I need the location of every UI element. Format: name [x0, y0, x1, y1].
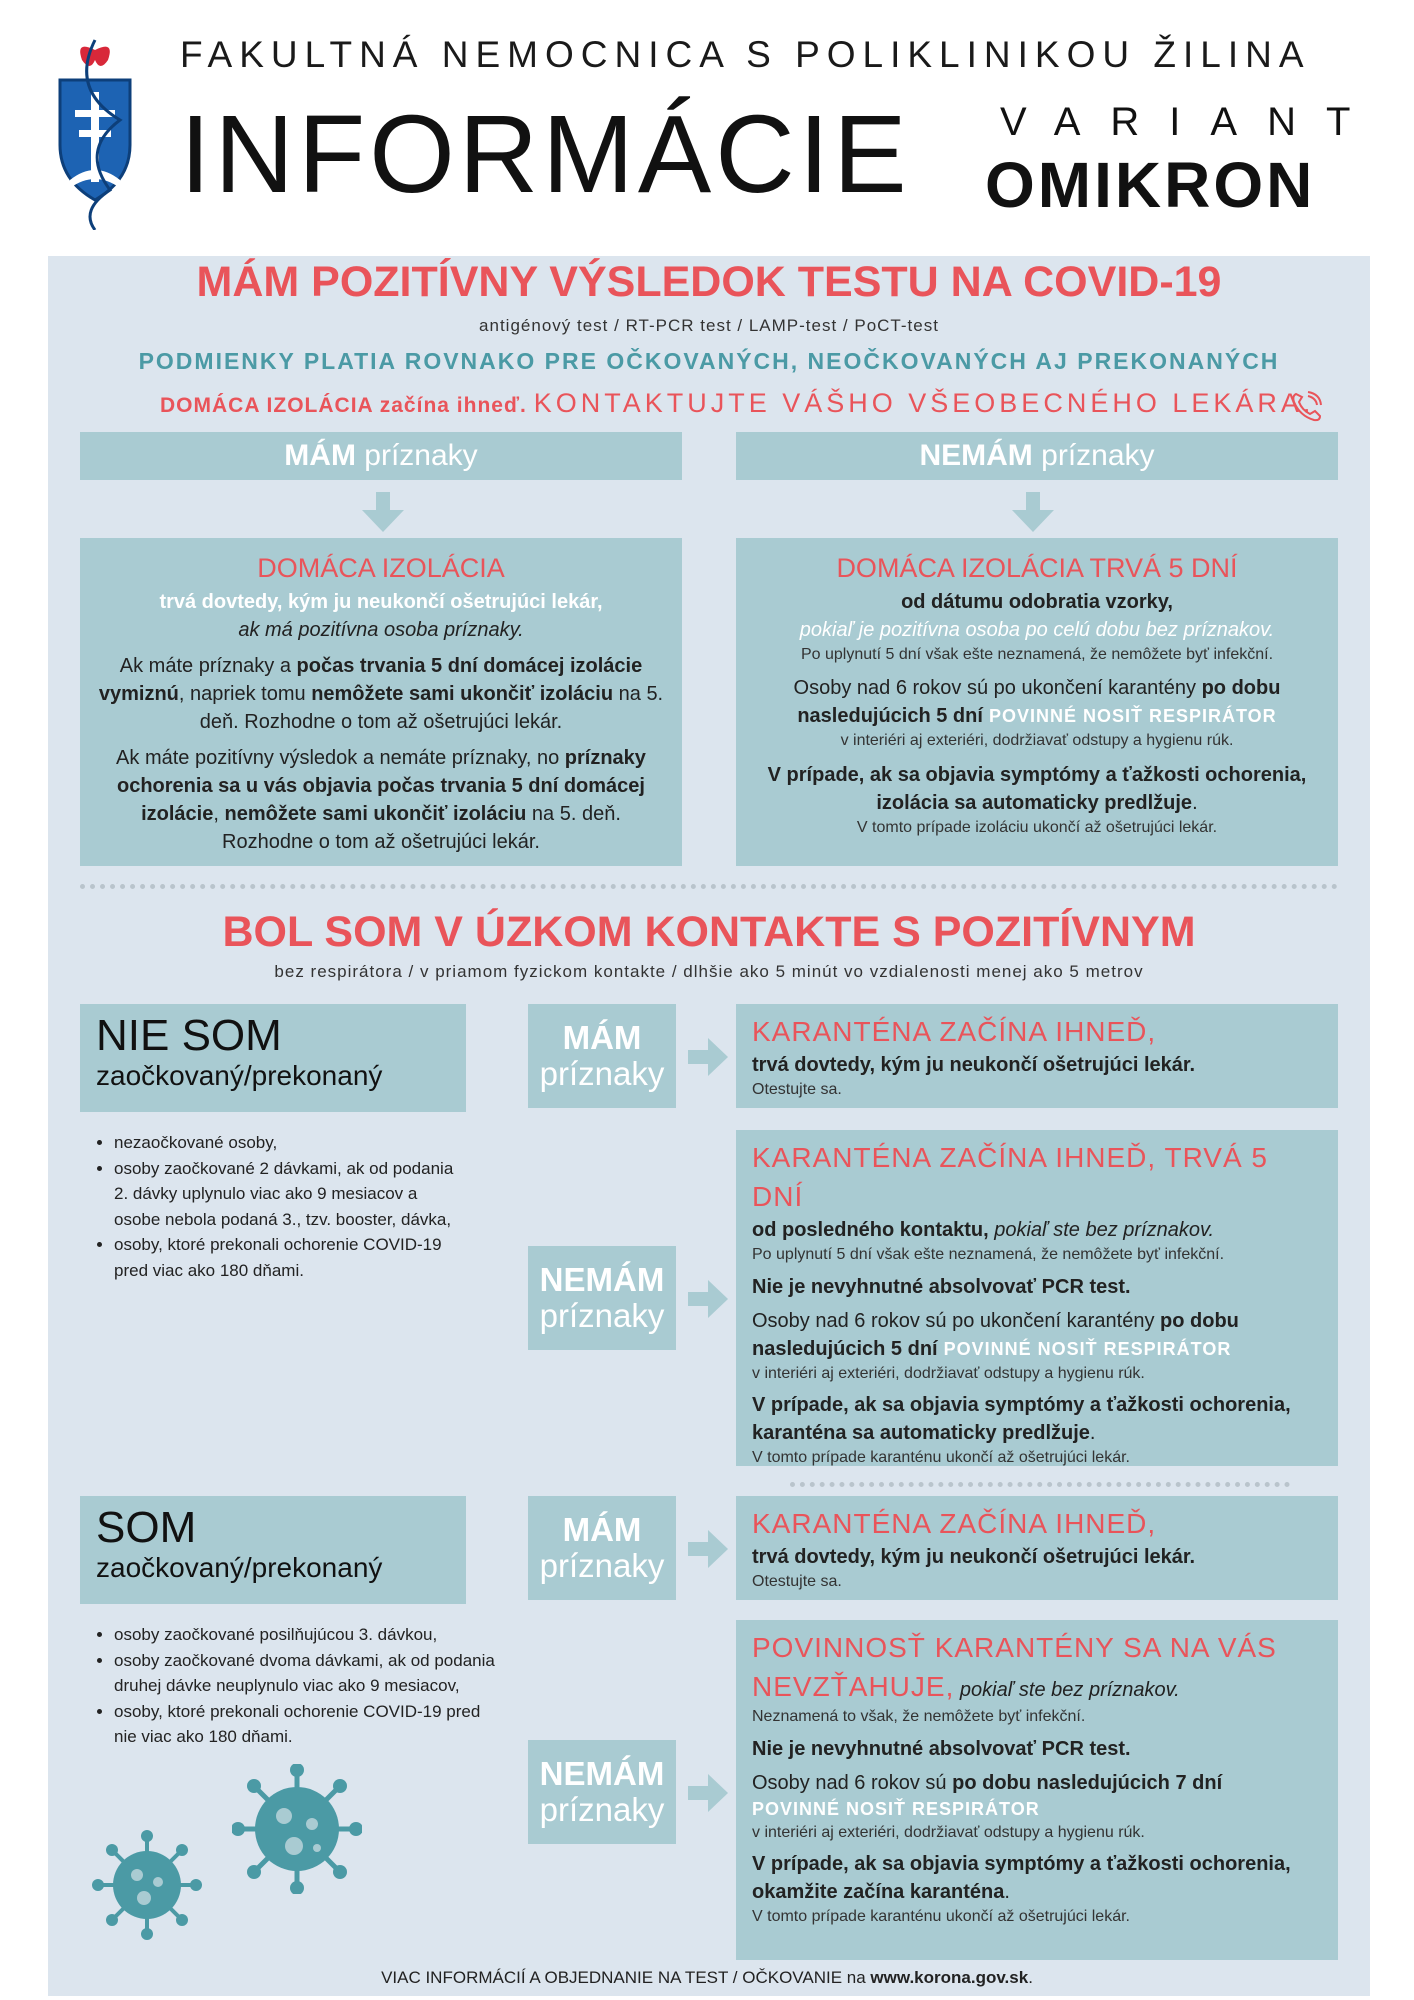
arrow-right-icon — [688, 1774, 728, 1817]
footer: VIAC INFORMÁCIÍ A OBJEDNANIE NA TEST / OČKOVANIE na www.korona.gov.sk. — [381, 1968, 1033, 1987]
variant-name: OMIKRON — [985, 149, 1316, 221]
list-item: • osoby zaočkované posilňujúcou 3. dávkou, — [114, 1622, 502, 1648]
list-item: • osoby zaočkované dvoma dávkami, ak od podania druhej dávke neuplynulo viac ako 9 mesiacov, — [114, 1648, 502, 1699]
phone-icon — [1288, 388, 1324, 424]
arrow-right-icon — [688, 1530, 728, 1573]
conditions-text: PODMIENKY PLATIA ROVNAKO PRE OČKOVANÝCH, NEOČKOVANÝCH AJ PREKONANÝCH — [138, 348, 1280, 374]
contact-title: BOL SOM V ÚZKOM KONTAKTE S POZITÍVNYM — [222, 908, 1196, 956]
arrow-right-icon — [688, 1038, 728, 1081]
isolation-start: DOMÁCA IZOLÁCIA začína ihneď. — [160, 394, 527, 417]
section-divider — [790, 1482, 1290, 1487]
hospital-name: FAKULTNÁ NEMOCNICA S POLIKLINIKOU ŽILINA — [180, 34, 1311, 75]
section-divider — [80, 884, 1338, 889]
vaccinated-list — [92, 1622, 502, 1750]
nv-have-box: KARANTÉNA ZAČÍNA IHNEĎ, trvá dovtedy, kým ju neukončí ošetrujúci lekár. Otestujte sa. — [736, 1004, 1338, 1108]
virus-icon — [232, 1764, 362, 1899]
list-item: • nezaočkované osoby, — [114, 1130, 462, 1156]
symptoms-para-2: Ak máte pozitívny výsledok a nemáte príznaky, no príznaky ochorenia sa u vás objavia počas trvania 5 dní domácej izolácie, nemôžete sami ukončiť izoláciu na 5. deň. Rozhodne o tom až ošetrujúci lekár. — [116, 746, 646, 853]
tag-have-symptoms: MÁM príznaky — [528, 1496, 676, 1600]
tag-no-symptoms: NEMÁM príznaky — [528, 1740, 676, 1844]
nv-nothave-box: KARANTÉNA ZAČÍNA IHNEĎ, TRVÁ 5 DNÍ od posledného kontaktu, pokiaľ ste bez príznakov. Po uplynutí 5 dní však ešte neznamená, že nemôžete byť infekční. Nie je nevyhnutné absolvovať PCR test. Osoby nad 6 rokov sú po ukončení karantény po dobu nasledujúcich 5 dní POVINNÉ NOSIŤ RESPIRÁTOR v interiéri aj exteriéri, dodržiavať odstupy a hygienu rúk. V prípade, ak sa objavia symptómy a ťažkosti ochorenia, karanténa sa automaticky predlžuje. V tomto prípade karanténu ukončí až ošetrujúci lekár. — [736, 1130, 1338, 1466]
positive-test-title: MÁM POZITÍVNY VÝSLEDOK TESTU NA COVID-19 — [196, 258, 1222, 306]
symptoms-para-1: Ak máte príznaky a počas trvania 5 dní domácej izolácie vymiznú, napriek tomu nemôžete sami ukončiť izoláciu na 5. deň. Rozhodne o tom až ošetrujúci lekár. — [98, 654, 664, 733]
respirator-para: Osoby nad 6 rokov sú po ukončení karantény po dobu nasledujúcich 5 dní POVINNÉ NOSIŤ RESPIRÁTOR — [793, 677, 1281, 728]
list-item: • osoby, ktoré prekonali ochorenie COVID-19 pred viac ako 180 dňami. — [114, 1232, 462, 1283]
symptoms-extend-para: V prípade, ak sa objavia symptómy a ťažkosti ochorenia, izolácia sa automaticky predlžuje. — [767, 763, 1307, 814]
list-item: • osoby zaočkované 2 dávkami, ak od podania 2. dávky uplynulo viac ako 9 mesiacov a osobe nebola podaná 3., tzv. booster, dávka, — [114, 1156, 462, 1233]
test-types: antigénový test / RT-PCR test / LAMP-test / PoCT-test — [479, 316, 939, 335]
arrow-down-icon — [1012, 492, 1054, 537]
not-vaccinated-list — [92, 1130, 462, 1283]
tag-have-symptoms: MÁM príznaky — [528, 1004, 676, 1108]
v-have-box: KARANTÉNA ZAČÍNA IHNEĎ, trvá dovtedy, kým ju neukončí ošetrujúci lekár. Otestujte sa. — [736, 1496, 1338, 1600]
vaccinated-label: SOM zaočkovaný/prekonaný — [80, 1496, 466, 1604]
v-nothave-box: POVINNOSŤ KARANTÉNY SA NA VÁS NEVZŤAHUJE, pokiaľ ste bez príznakov. Neznamená to však, že nemôžete byť infekční. Nie je nevyhnutné absolvovať PCR test. Osoby nad 6 rokov sú po dobu nasledujúcich 7 dní POVINNÉ NOSIŤ RESPIRÁTOR v interiéri aj exteriéri, dodržiavať odstupy a hygienu rúk. V prípade, ak sa objavia symptómy a ťažkosti ochorenia, okamžite začína karanténa. V tomto prípade karanténu ukončí až ošetrujúci lekár. — [736, 1620, 1338, 1960]
variant-label: VARIANT — [1000, 100, 1381, 144]
hospital-logo — [40, 30, 150, 230]
footer-link[interactable]: www.korona.gov.sk — [870, 1968, 1029, 1987]
contact-doctor: KONTAKTUJTE VÁŠHO VŠEOBECNÉHO LEKÁRA. — [533, 388, 1315, 418]
arrow-down-icon — [362, 492, 404, 537]
tag-no-symptoms: NEMÁM príznaky — [528, 1246, 676, 1350]
contact-definition: bez respirátora / v priamom fyzickom kontakte / dlhšie ako 5 minút vo vzdialenosti menej ako 5 metrov — [274, 962, 1144, 981]
isolation-start-line — [160, 388, 1314, 419]
symptoms-header: MÁM príznaky — [80, 432, 682, 480]
page-title: INFORMÁCIE — [180, 93, 911, 216]
symptoms-isolation-box: DOMÁCA IZOLÁCIA trvá dovtedy, kým ju neukončí ošetrujúci lekár, ak má pozitívna osoba príznaky. Ak máte príznaky a počas trvania 5 dní domácej izolácie vymiznú, napriek tomu nemôžete sami ukončiť izoláciu na 5. deň. Rozhodne o tom až ošetrujúci lekár. Ak máte pozitívny výsledok a nemáte príznaky, no príznaky ochorenia sa u vás objavia počas trvania 5 dní domácej izolácie, nemôžete sami ukončiť izoláciu na 5. deň. Rozhodne o tom až ošetrujúci lekár. — [80, 538, 682, 866]
list-item: • osoby, ktoré prekonali ochorenie COVID-19 pred nie viac ako 180 dňami. — [114, 1699, 502, 1750]
no-symptoms-isolation-box: DOMÁCA IZOLÁCIA TRVÁ 5 DNÍ od dátumu odobratia vzorky, pokiaľ je pozitívna osoba po celú dobu bez príznakov. Po uplynutí 5 dní však ešte neznamená, že nemôžete byť infekční. Osoby nad 6 rokov sú po ukončení karantény po dobu nasledujúcich 5 dní POVINNÉ NOSIŤ RESPIRÁTOR v interiéri aj exteriéri, dodržiavať odstupy a hygienu rúk. V prípade, ak sa objavia symptómy a ťažkosti ochorenia, izolácia sa automaticky predlžuje. V tomto prípade izoláciu ukončí až ošetrujúci lekár. — [736, 538, 1338, 866]
virus-icon — [92, 1830, 202, 1945]
arrow-right-icon — [688, 1280, 728, 1323]
no-symptoms-header: NEMÁM príznaky — [736, 432, 1338, 480]
not-vaccinated-label: NIE SOM zaočkovaný/prekonaný — [80, 1004, 466, 1112]
